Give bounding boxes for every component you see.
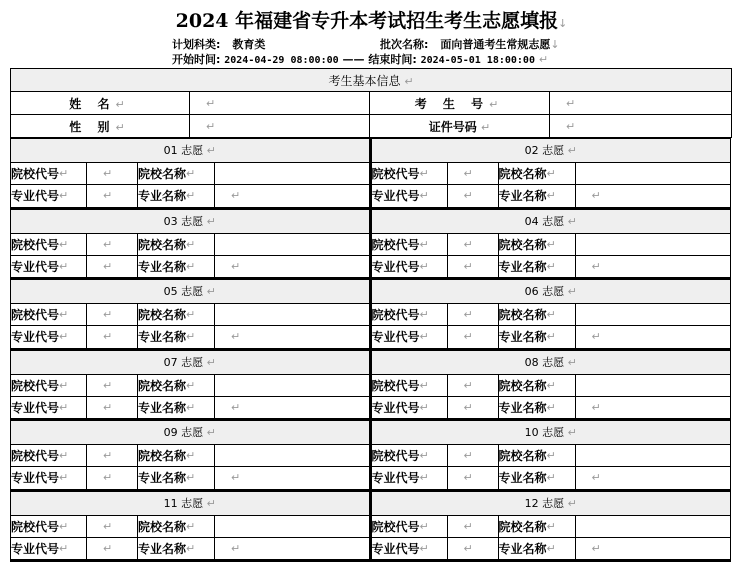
major-row: [372, 256, 731, 279]
school-name-field[interactable]: [215, 163, 369, 184]
major-code-label: 专业代号 ↵: [11, 397, 87, 418]
major-code-field[interactable]: ↵: [87, 397, 138, 418]
major-name-label: 专业名称 ↵: [138, 467, 215, 488]
major-row: [11, 256, 369, 279]
volunteer-block: [371, 139, 732, 210]
volunteer-title: 02 志愿 ↵: [372, 139, 731, 163]
major-name-field[interactable]: ↵: [591, 330, 601, 344]
major-row: [372, 467, 731, 490]
school-code-field[interactable]: ↵: [448, 163, 499, 184]
school-name-field[interactable]: [576, 445, 731, 466]
school-name-label: 院校名称 ↵: [499, 516, 576, 537]
school-row: [11, 445, 369, 467]
major-name-field[interactable]: ↵: [231, 330, 241, 344]
school-row: [11, 516, 369, 538]
volunteer-block: [371, 280, 732, 351]
line-break-mark: ↓: [558, 17, 568, 30]
volunteer-grid: [10, 137, 731, 565]
major-row: [11, 326, 369, 349]
name-field[interactable]: ↵: [190, 92, 370, 115]
volunteer-block: [371, 351, 732, 422]
basic-info-header: 考生基本信息 ↵: [11, 69, 732, 92]
batch-name: [380, 38, 560, 52]
school-code-field[interactable]: ↵: [448, 304, 499, 325]
major-code-label: 专业代号 ↵: [372, 185, 448, 206]
id-field[interactable]: ↵: [550, 115, 732, 138]
school-row: [11, 163, 369, 185]
name-label: 姓 名↵: [11, 92, 190, 115]
volunteer-title: 10 志愿 ↵: [372, 421, 731, 445]
volunteer-block: [10, 210, 371, 281]
major-name-label: 专业名称 ↵: [138, 397, 215, 418]
school-code-label: 院校代号 ↵: [11, 516, 87, 537]
school-code-field[interactable]: ↵: [448, 445, 499, 466]
major-code-field[interactable]: ↵: [448, 256, 499, 277]
major-name-label: 专业名称 ↵: [138, 326, 215, 347]
major-name-field[interactable]: ↵: [231, 189, 241, 203]
major-code-field[interactable]: ↵: [448, 538, 499, 559]
major-row: [11, 467, 369, 490]
major-code-label: 专业代号 ↵: [372, 538, 448, 559]
time-separator: ——: [342, 53, 365, 66]
school-name-field[interactable]: [215, 445, 369, 466]
volunteer-block: [371, 210, 732, 281]
major-row: [11, 538, 369, 561]
volunteer-title: 08 志愿 ↵: [372, 351, 731, 375]
major-code-label: 专业代号 ↵: [11, 185, 87, 206]
major-code-field[interactable]: ↵: [448, 326, 499, 347]
start-label: 开始时间:: [172, 53, 221, 66]
id-label: 证件号码 ↵: [370, 115, 550, 138]
end-label: 结束时间:: [368, 53, 417, 66]
major-code-label: 专业代号 ↵: [372, 326, 448, 347]
major-code-label: 专业代号 ↵: [11, 467, 87, 488]
school-row: [372, 375, 731, 397]
major-code-field[interactable]: ↵: [448, 467, 499, 488]
volunteer-block: [10, 492, 371, 563]
major-code-label: 专业代号 ↵: [11, 538, 87, 559]
document-title: 2024 年福建省专升本考试招生考生志愿填报↓: [175, 10, 568, 32]
major-name-field[interactable]: ↵: [231, 471, 241, 485]
school-name-field[interactable]: [576, 304, 731, 325]
volunteer-title: 01 志愿 ↵: [11, 139, 369, 163]
school-code-field[interactable]: ↵: [87, 375, 138, 396]
school-name-label: 院校名称 ↵: [499, 375, 576, 396]
major-code-label: 专业代号 ↵: [11, 256, 87, 277]
major-code-field[interactable]: ↵: [87, 467, 138, 488]
major-name-label: 专业名称 ↵: [138, 538, 215, 559]
major-name-field[interactable]: ↵: [231, 400, 241, 414]
school-code-label: 院校代号 ↵: [11, 375, 87, 396]
school-code-label: 院校代号 ↵: [11, 304, 87, 325]
school-name-label: 院校名称 ↵: [138, 445, 215, 466]
school-row: [372, 163, 731, 185]
volunteer-title: 07 志愿 ↵: [11, 351, 369, 375]
school-name-field[interactable]: [215, 234, 369, 255]
school-code-label: 院校代号 ↵: [372, 445, 448, 466]
major-name-field[interactable]: ↵: [591, 400, 601, 414]
school-name-label: 院校名称 ↵: [138, 516, 215, 537]
major-row: [11, 397, 369, 420]
major-row: [372, 397, 731, 420]
major-code-field[interactable]: ↵: [87, 326, 138, 347]
school-code-label: 院校代号 ↵: [372, 375, 448, 396]
major-code-field[interactable]: ↵: [448, 185, 499, 206]
volunteer-title: 11 志愿 ↵: [11, 492, 369, 516]
school-name-field[interactable]: [576, 375, 731, 396]
volunteer-title: 05 志愿 ↵: [11, 280, 369, 304]
volunteer-block: [371, 421, 732, 492]
major-name-label: 专业名称 ↵: [138, 185, 215, 206]
volunteer-title: 03 志愿 ↵: [11, 210, 369, 234]
major-row: [372, 326, 731, 349]
exam-no-field[interactable]: ↵: [550, 92, 732, 115]
school-code-label: 院校代号 ↵: [11, 234, 87, 255]
school-name-label: 院校名称 ↵: [138, 234, 215, 255]
school-name-label: 院校名称 ↵: [499, 445, 576, 466]
school-code-field[interactable]: ↵: [448, 375, 499, 396]
volunteer-block: [10, 351, 371, 422]
school-name-field[interactable]: [215, 304, 369, 325]
school-code-field[interactable]: ↵: [87, 516, 138, 537]
gender-field[interactable]: ↵: [190, 115, 370, 138]
major-code-field[interactable]: ↵: [87, 538, 138, 559]
line-break-mark: ↓: [550, 38, 560, 51]
school-name-label: 院校名称 ↵: [499, 304, 576, 325]
school-name-label: 院校名称 ↵: [138, 304, 215, 325]
major-name-field[interactable]: ↵: [231, 259, 241, 273]
school-name-label: 院校名称 ↵: [138, 375, 215, 396]
school-row: [372, 445, 731, 467]
start-value: 2024-04-29 08:00:00: [224, 55, 339, 66]
school-name-field[interactable]: [576, 234, 731, 255]
school-code-field[interactable]: ↵: [87, 445, 138, 466]
school-name-field[interactable]: [215, 375, 369, 396]
volunteer-block: [10, 421, 371, 492]
basic-info-table: [10, 68, 732, 138]
school-row: [372, 516, 731, 538]
school-row: [372, 234, 731, 256]
school-code-label: 院校代号 ↵: [372, 304, 448, 325]
school-row: [11, 234, 369, 256]
school-name-label: 院校名称 ↵: [138, 163, 215, 184]
gender-label: 性 别↵: [11, 115, 190, 138]
school-name-label: 院校名称 ↵: [499, 234, 576, 255]
school-code-label: 院校代号 ↵: [372, 163, 448, 184]
major-name-label: 专业名称 ↵: [138, 256, 215, 277]
major-name-field[interactable]: ↵: [591, 541, 601, 555]
plan-category-value: 教育类: [232, 38, 266, 51]
school-code-field[interactable]: ↵: [448, 516, 499, 537]
major-code-field[interactable]: ↵: [87, 256, 138, 277]
school-name-field[interactable]: [576, 516, 731, 537]
major-name-label: 专业名称 ↵: [499, 185, 576, 206]
major-name-label: 专业名称 ↵: [499, 467, 576, 488]
volunteer-title: 09 志愿 ↵: [11, 421, 369, 445]
major-code-label: 专业代号 ↵: [372, 467, 448, 488]
major-name-label: 专业名称 ↵: [499, 397, 576, 418]
major-name-label: 专业名称 ↵: [499, 538, 576, 559]
volunteer-title: 06 志愿 ↵: [372, 280, 731, 304]
school-code-label: 院校代号 ↵: [372, 234, 448, 255]
major-code-label: 专业代号 ↵: [372, 256, 448, 277]
school-code-field[interactable]: ↵: [87, 234, 138, 255]
volunteer-block: [10, 280, 371, 351]
school-name-label: 院校名称 ↵: [499, 163, 576, 184]
end-value: 2024-05-01 18:00:00: [420, 55, 535, 66]
school-row: [11, 304, 369, 326]
plan-category-label: 计划科类:: [172, 38, 221, 51]
school-code-label: 院校代号 ↵: [11, 163, 87, 184]
major-code-field[interactable]: ↵: [448, 397, 499, 418]
school-name-field[interactable]: [215, 516, 369, 537]
batch-label: 批次名称:: [380, 38, 429, 51]
major-name-field[interactable]: ↵: [591, 471, 601, 485]
major-code-label: 专业代号 ↵: [11, 326, 87, 347]
paragraph-mark: ↵: [538, 53, 549, 66]
major-row: [372, 185, 731, 208]
major-row: [372, 538, 731, 561]
volunteer-title: 12 志愿 ↵: [372, 492, 731, 516]
school-row: [11, 375, 369, 397]
school-code-label: 院校代号 ↵: [11, 445, 87, 466]
major-name-field[interactable]: ↵: [591, 189, 601, 203]
plan-category: [172, 38, 265, 52]
volunteer-block: [10, 139, 371, 210]
major-name-field[interactable]: ↵: [231, 541, 241, 555]
batch-value: 面向普通考生常规志愿: [440, 38, 551, 51]
major-name-field[interactable]: ↵: [591, 259, 601, 273]
volunteer-block: [371, 492, 732, 563]
major-code-label: 专业代号 ↵: [372, 397, 448, 418]
school-code-label: 院校代号 ↵: [372, 516, 448, 537]
major-name-label: 专业名称 ↵: [499, 256, 576, 277]
school-code-field[interactable]: ↵: [87, 163, 138, 184]
school-row: [372, 304, 731, 326]
major-code-field[interactable]: ↵: [87, 185, 138, 206]
volunteer-title: 04 志愿 ↵: [372, 210, 731, 234]
time-range: [172, 53, 548, 68]
exam-no-label: 考 生 号↵: [370, 92, 550, 115]
school-code-field[interactable]: ↵: [448, 234, 499, 255]
major-name-label: 专业名称 ↵: [499, 326, 576, 347]
school-name-field[interactable]: [576, 163, 731, 184]
major-row: [11, 185, 369, 208]
school-code-field[interactable]: ↵: [87, 304, 138, 325]
